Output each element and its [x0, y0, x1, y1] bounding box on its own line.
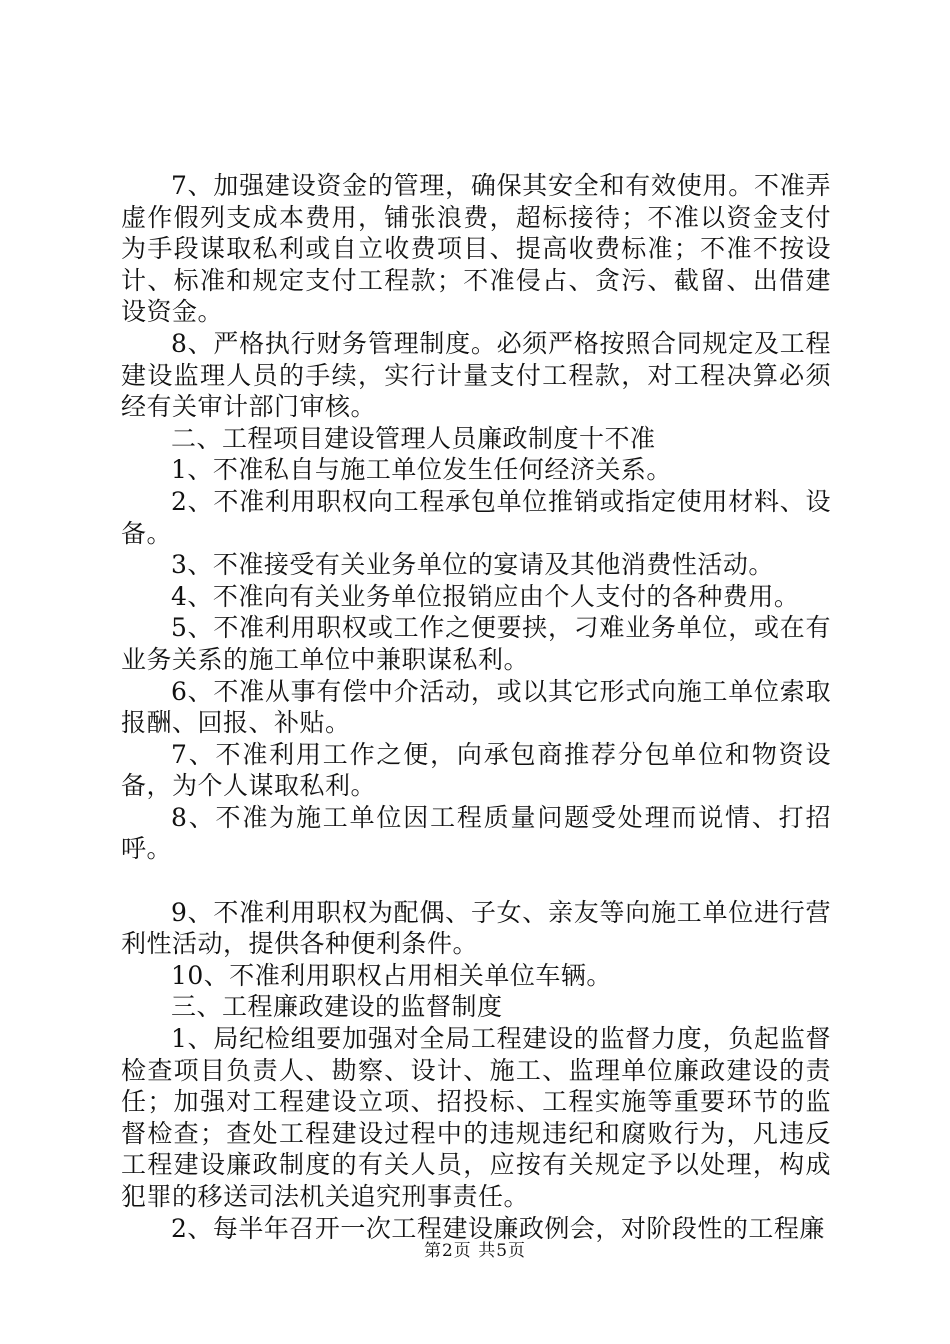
supervision-item-2: 2、每半年召开一次工程建设廉政例会，对阶段性的工程廉	[171, 1213, 825, 1243]
rule-item-7: 7、不准利用工作之便，向承包商推荐分包单位和物资设备，为个人谋取私利。	[121, 739, 831, 801]
section-heading-three: 三、工程廉政建设的监督制度	[171, 992, 503, 1022]
document-body	[121, 170, 831, 1244]
section-heading-two: 二、工程项目建设管理人员廉政制度十不准	[171, 423, 656, 453]
rule-item-9: 9、不准利用职权为配偶、子女、亲友等向施工单位进行营利性活动，提供各种便利条件。	[121, 897, 831, 959]
rule-item-6: 6、不准从事有偿中介活动，或以其它形式向施工单位索取报酬、回报、补贴。	[121, 676, 831, 738]
rule-item-10: 10、不准利用职权占用相关单位车辆。	[171, 960, 612, 990]
rule-item-1: 1、不准私自与施工单位发生任何经济关系。	[171, 455, 672, 485]
page-number-footer: 第2页 共5页	[423, 1241, 527, 1261]
rule-item-8: 8、不准为施工单位因工程质量问题受处理而说情、打招呼。	[121, 802, 831, 864]
rule-item-5: 5、不准利用职权或工作之便要挟，刁难业务单位，或在有业务关系的施工单位中兼职谋私利。	[121, 613, 831, 674]
rule-item-2: 2、不准利用职权向工程承包单位推销或指定使用材料、设备。	[121, 486, 831, 548]
paragraph-item-8-finance: 8、严格执行财务管理制度。必须严格按照合同规定及工程建设监理人员的手续，实行计量支付工程款，对工程决算必须经有关审计部门审核。	[121, 328, 831, 422]
supervision-item-1: 1、局纪检组要加强对全局工程建设的监督力度，负起监督检查项目负责人、勘察、设计、施工、监理单位廉政建设的责任；加强对工程建设立项、招投标、工程实施等重要环节的监督检查；查处工程建设过程中的违规违纪和腐败行为，凡违反工程建设廉政制度的有关人员，应按有关规定予以处理，构成犯罪的移送司法机关追究刑事责任。	[121, 1024, 831, 1211]
rule-item-3: 3、不准接受有关业务单位的宴请及其他消费性活动。	[171, 550, 774, 580]
rule-item-4: 4、不准向有关业务单位报销应由个人支付的各种费用。	[171, 581, 800, 611]
paragraph-item-7-funds: 7、加强建设资金的管理，确保其安全和有效使用。不准弄虚作假列支成本费用，铺张浪费，超标接待；不准以资金支付为手段谋取私利或自立收费项目、提高收费标准；不准不按设计、标准和规定支付工程款；不准侵占、贪污、截留、出借建设资金。	[121, 171, 831, 327]
blank-line	[121, 865, 831, 897]
